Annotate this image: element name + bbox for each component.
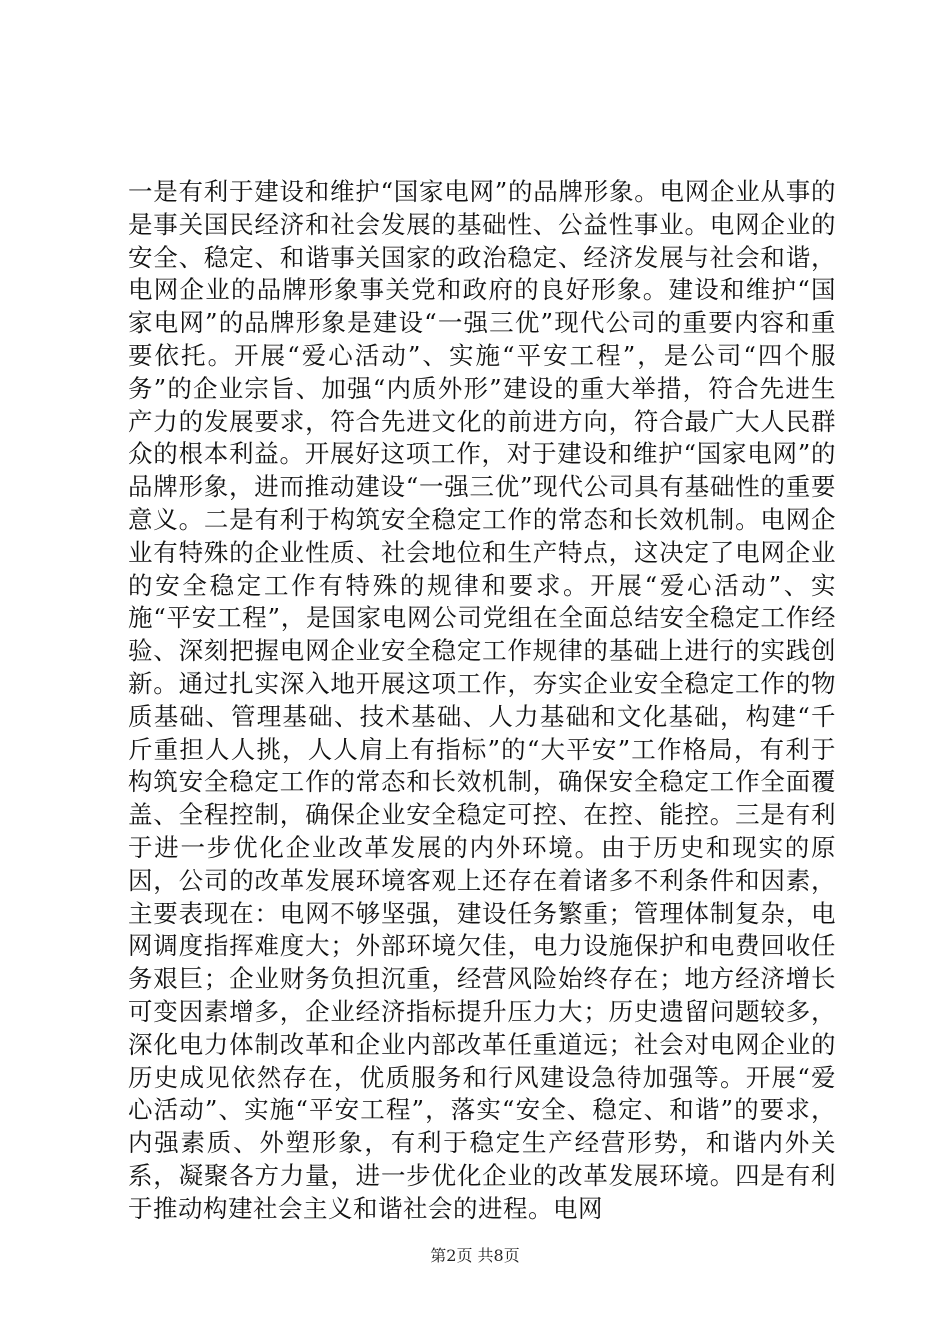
page-number-footer: 第2页 共8页 (430, 1246, 520, 1265)
body-paragraph: 一是有利于建设和维护“国家电网”的品牌形象。电网企业从事的是事关国民经济和社会发展的基础性、公益性事业。电网企业的安全、稳定、和谐事关国家的政治稳定、经济发展与社会和谐，电网企业的品牌形象事关党和政府的良好形象。建设和维护“国家电网”的品牌形象是建设“一强三优”现代公司的重要内容和重要依托。开展“爱心活动”、实施“平安工程”，是公司“四个服务”的企业宗旨、加强“内质外形”建设的重大举措，符合先进生产力的发展要求，符合先进文化的前进方向，符合最广大人民群众的根本利益。开展好这项工作，对于建设和维护“国家电网”的品牌形象，进而推动建设“一强三优”现代公司具有基础性的重要意义。二是有利于构筑安全稳定工作的常态和长效机制。电网企业有特殊的企业性质、社会地位和生产特点，这决定了电网企业的安全稳定工作有特殊的规律和要求。开展“爱心活动”、实施“平安工程”，是国家电网公司党组在全面总结安全稳定工作经验、深刻把握电网企业安全稳定工作规律的基础上进行的实践创新。通过扎实深入地开展这项工作，夯实企业安全稳定工作的物质基础、管理基础、技术基础、人力基础和文化基础，构建“千斤重担人人挑，人人肩上有指标”的“大平安”工作格局，有利于构筑安全稳定工作的常态和长效机制，确保安全稳定工作全面覆盖、全程控制，确保企业安全稳定可控、在控、能控。三是有利于进一步优化企业改革发展的内外环境。由于历史和现实的原因，公司的改革发展环境客观上还存在着诸多不利条件和因素，主要表现在：电网不够坚强，建设任务繁重；管理体制复杂，电网调度指挥难度大；外部环境欠佳，电力设施保护和电费回收任务艰巨；企业财务负担沉重，经营风险始终存在；地方经济增长可变因素增多，企业经济指标提升压力大；历史遗留问题较多，深化电力体制改革和企业内部改革任重道远；社会对电网企业的历史成见依然存在，优质服务和行风建设急待加强等。开展“爱心活动”、实施“平安工程”，落实“安全、稳定、和谐”的要求，内强素质、外塑形象，有利于稳定生产经营形势，和谐内外关系，凝聚各方力量，进一步优化企业的改革发展环境。四是有利于推动构建社会主义和谐社会的进程。电网 (128, 177, 836, 1223)
